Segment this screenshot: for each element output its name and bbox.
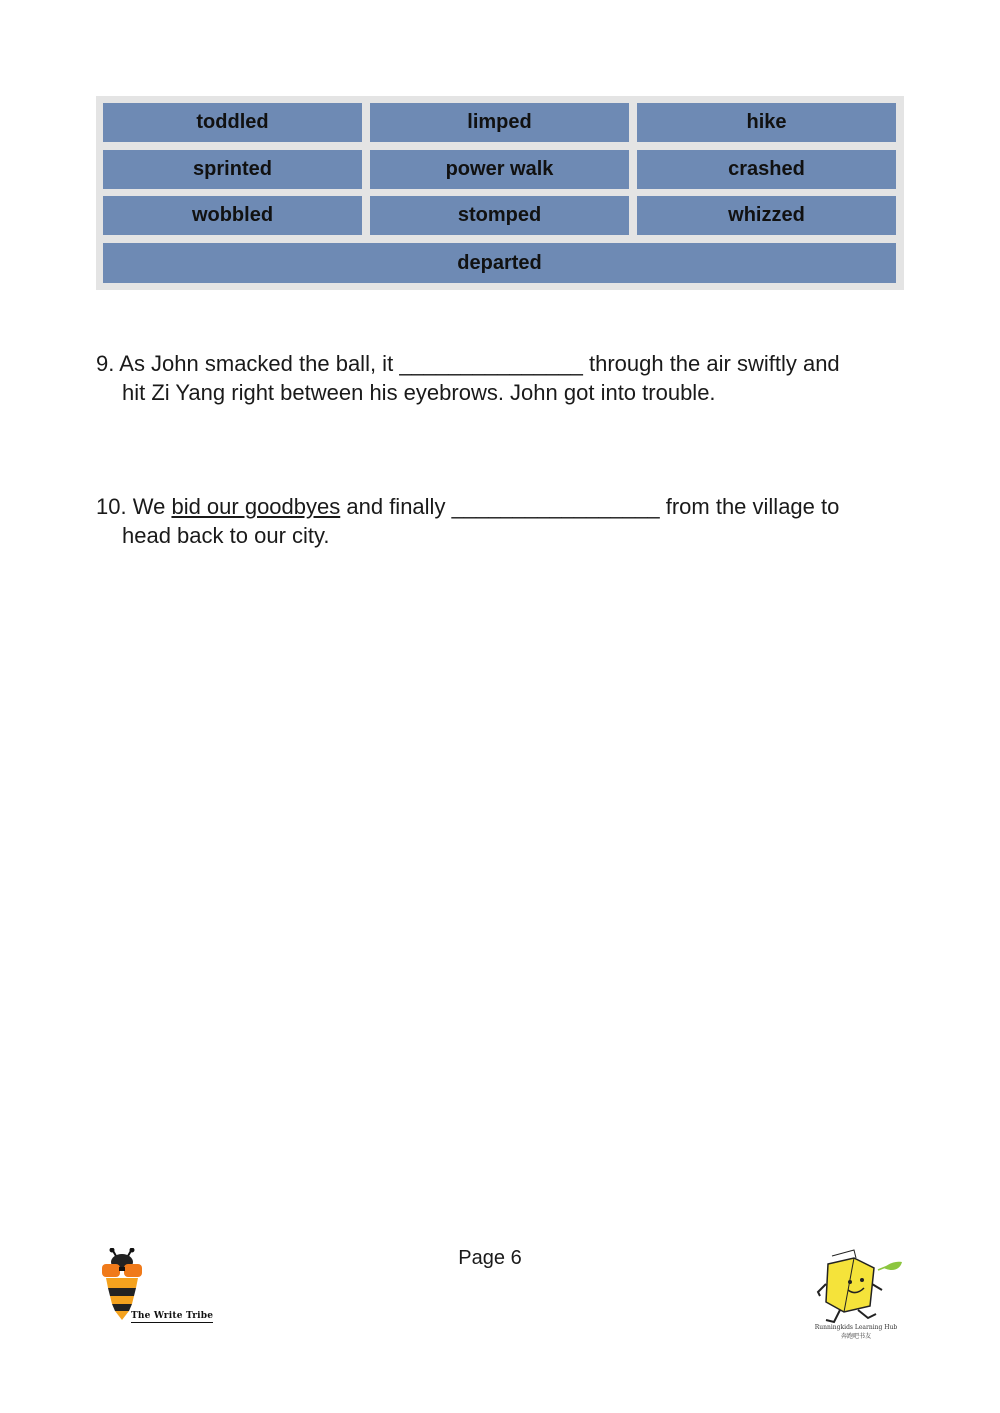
write-tribe-logo-text: The Write Tribe <box>131 1311 214 1321</box>
page-number: Page 6 <box>458 1247 522 1269</box>
question-text: through the air swiftly and <box>588 351 840 376</box>
word-departed: departed <box>103 243 896 283</box>
word-stomped: stomped <box>370 196 629 235</box>
word-sprinted: sprinted <box>103 150 362 189</box>
question-number: 10. <box>96 494 127 519</box>
answer-blank[interactable]: _________________ <box>451 494 660 519</box>
word-power-walk: power walk <box>370 150 629 189</box>
learning-hub-logo-text <box>806 1323 906 1341</box>
question-text: hit Zi Yang right between his eyebrows. John got into trouble. <box>122 380 716 405</box>
word-limped: limped <box>370 103 629 142</box>
learning-hub-chinese-name: 奔跑吧书友 <box>840 1333 871 1340</box>
question-10 <box>96 492 906 550</box>
question-text: We <box>132 494 166 519</box>
question-number: 9. <box>96 351 115 376</box>
word-toddled: toddled <box>103 103 362 142</box>
word-wobbled: wobbled <box>103 196 362 235</box>
learning-hub-name: Runningkids Learning Hub <box>814 1324 898 1331</box>
answer-blank[interactable]: _______________ <box>399 351 583 376</box>
word-crashed: crashed <box>637 150 896 189</box>
question-text: As John smacked the ball, it <box>119 351 394 376</box>
question-9 <box>96 349 906 407</box>
question-text: head back to our city. <box>122 523 330 548</box>
question-text: and finally <box>346 494 446 519</box>
underlined-phrase: bid our goodbyes <box>171 494 341 519</box>
word-hike: hike <box>637 103 896 142</box>
question-text: from the village to <box>665 494 840 519</box>
word-bank <box>96 96 904 290</box>
word-whizzed: whizzed <box>637 196 896 235</box>
